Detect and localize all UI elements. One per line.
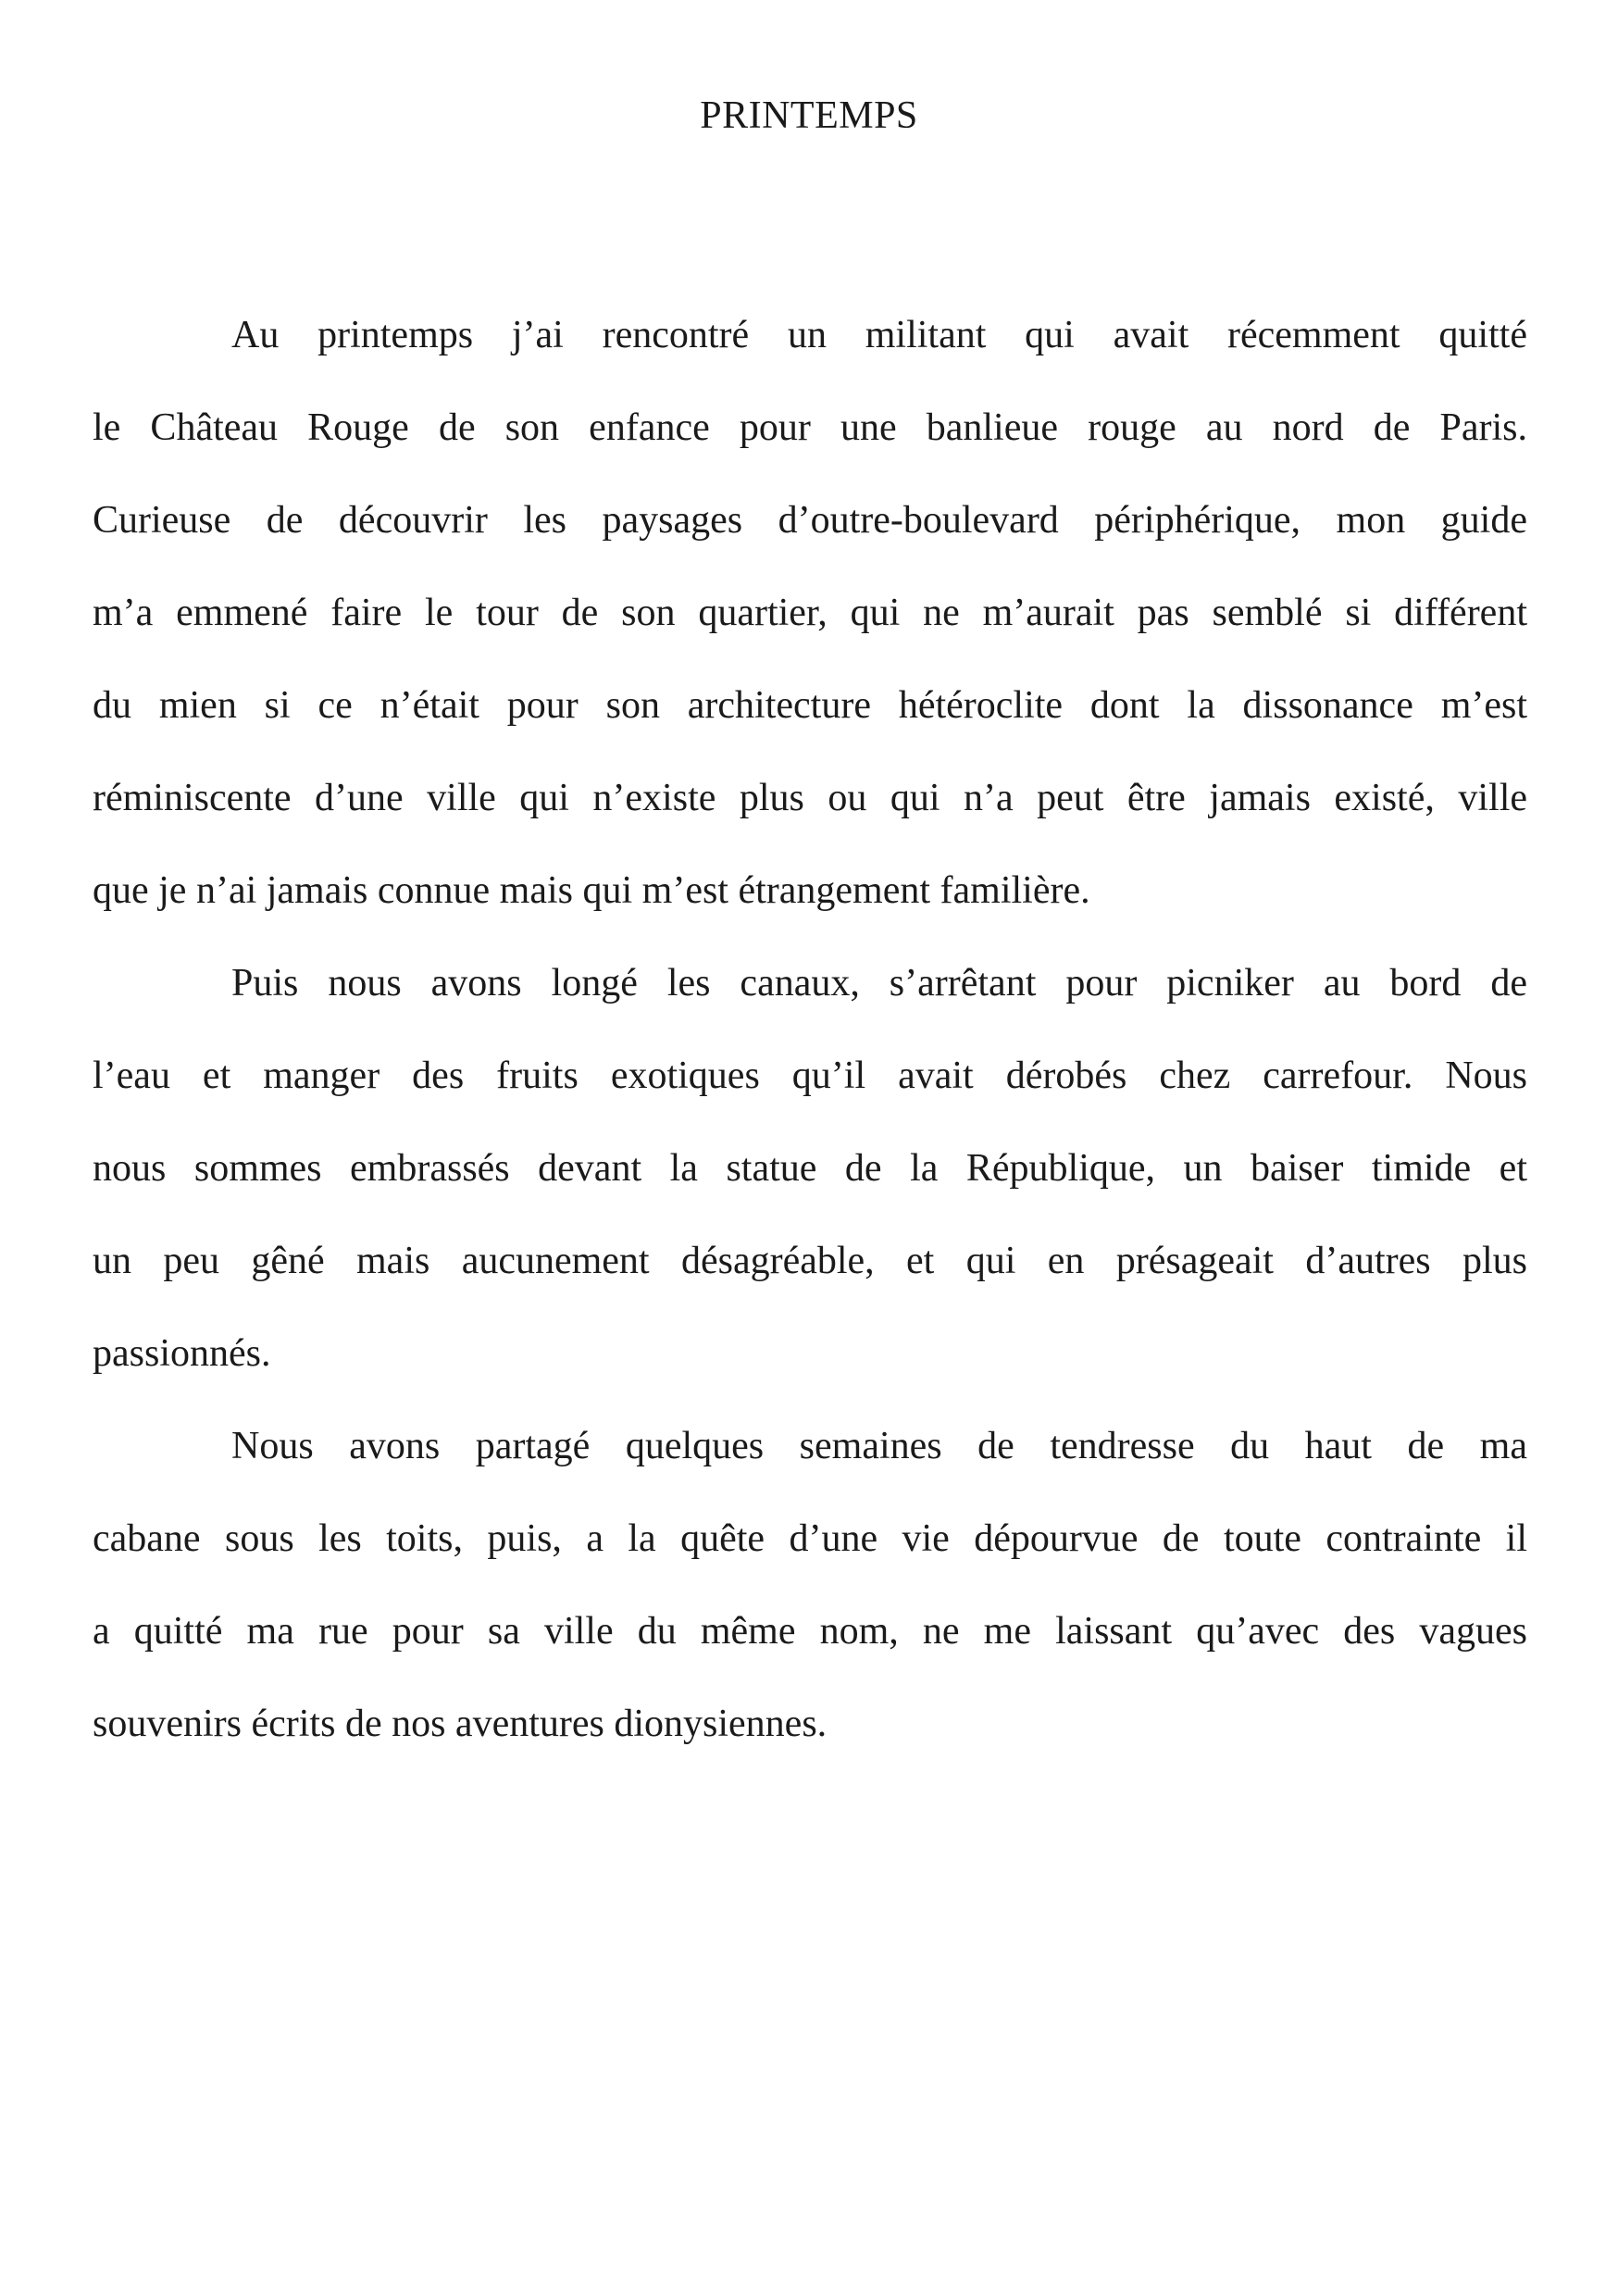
body-text <box>93 289 1527 1770</box>
paragraph-2 <box>93 937 1527 1400</box>
paragraph-line: a quitté ma rue pour sa ville du même nom, ne me laissant qu’avec des vagues <box>93 1610 1527 1653</box>
paragraph-line: nous sommes embrassés devant la statue de la République, un baiser timide et <box>93 1147 1527 1190</box>
paragraph-line: passionnés. <box>93 1332 271 1375</box>
paragraph-line: l’eau et manger des fruits exotiques qu’il avait dérobés chez carrefour. Nous <box>93 1054 1527 1097</box>
paragraph-line: Nous avons partagé quelques semaines de tendresse du haut de ma <box>231 1425 1527 1467</box>
paragraph-line: Puis nous avons longé les canaux, s’arrêtant pour picniker au bord de <box>231 962 1527 1004</box>
paragraph-line: souvenirs écrits de nos aventures dionysiennes. <box>93 1703 828 1745</box>
paragraph-line: un peu gêné mais aucunement désagréable, et qui en présageait d’autres plus <box>93 1240 1527 1282</box>
paragraph-line: cabane sous les toits, puis, a la quête d’une vie dépourvue de toute contrainte il <box>93 1517 1527 1560</box>
paragraph-line: m’a emmené faire le tour de son quartier, qui ne m’aurait pas semblé si différent <box>93 592 1527 634</box>
paragraph-line: que je n’ai jamais connue mais qui m’est étrangement familière. <box>93 869 1090 912</box>
paragraph-1 <box>93 289 1527 937</box>
paragraph-line: le Château Rouge de son enfance pour une banlieue rouge au nord de Paris. <box>93 406 1527 449</box>
paragraph-line: Au printemps j’ai rencontré un militant qui avait récemment quitté <box>231 314 1527 356</box>
paragraph-line: Curieuse de découvrir les paysages d’outre-boulevard périphérique, mon guide <box>93 499 1527 542</box>
page-title: PRINTEMPS <box>700 94 918 137</box>
paragraph-3 <box>93 1400 1527 1770</box>
paragraph-line: du mien si ce n’était pour son architecture hétéroclite dont la dissonance m’est <box>93 684 1527 727</box>
paragraph-line: réminiscente d’une ville qui n’existe plus ou qui n’a peut être jamais existé, ville <box>93 777 1527 819</box>
